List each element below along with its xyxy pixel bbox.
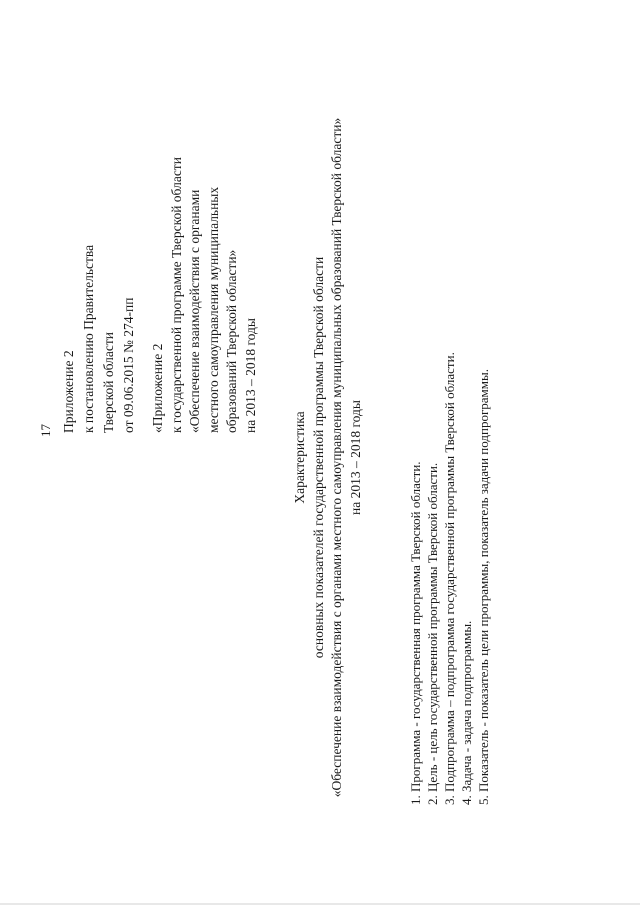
title-line: основных показателей государственной программы Тверской области	[310, 256, 326, 659]
definition-item: 1. Программа - государственная программа Тверской области.	[408, 461, 423, 805]
approval-block	[59, 245, 139, 433]
annex-line: «Обеспечение взаимодействия с органами	[187, 189, 202, 433]
title-line: Характеристика	[292, 411, 307, 504]
annex-line: «Приложение 2	[150, 343, 165, 433]
title-line: «Обеспечение взаимодействия с органами местного самоуправления муниципальных образований Тверской области»	[329, 117, 344, 798]
definitions-list	[407, 352, 492, 805]
definition-item: 4. Задача - задача подпрограммы.	[459, 620, 474, 805]
approval-line: Приложение 2	[61, 350, 76, 433]
definition-item: 2. Цель - цель государственной программы Тверской области.	[425, 462, 440, 805]
annex-line: местного самоуправления муниципальных	[205, 186, 221, 433]
definition-item: 3. Подпрограмма – подпрограмма государственной программы Тверской области.	[442, 352, 457, 805]
approval-line: Тверской области	[101, 332, 116, 433]
document-title	[291, 60, 365, 855]
approval-line: от 09.06.2015 № 274-пп	[121, 297, 136, 433]
title-line: на 2013 – 2018 годы	[347, 400, 363, 515]
annex-line: на 2013 – 2018 годы	[242, 318, 258, 433]
approval-line: к постановлению Правительства	[81, 244, 96, 433]
definition-item: 5. Показатель - показатель цели программы, показатель задачи подпрограммы.	[476, 369, 491, 805]
annex-block	[149, 157, 260, 433]
page-number: 17	[38, 424, 53, 437]
annex-line: образований Тверской области»	[224, 249, 239, 433]
annex-line: к государственной программе Тверской области	[168, 157, 184, 433]
